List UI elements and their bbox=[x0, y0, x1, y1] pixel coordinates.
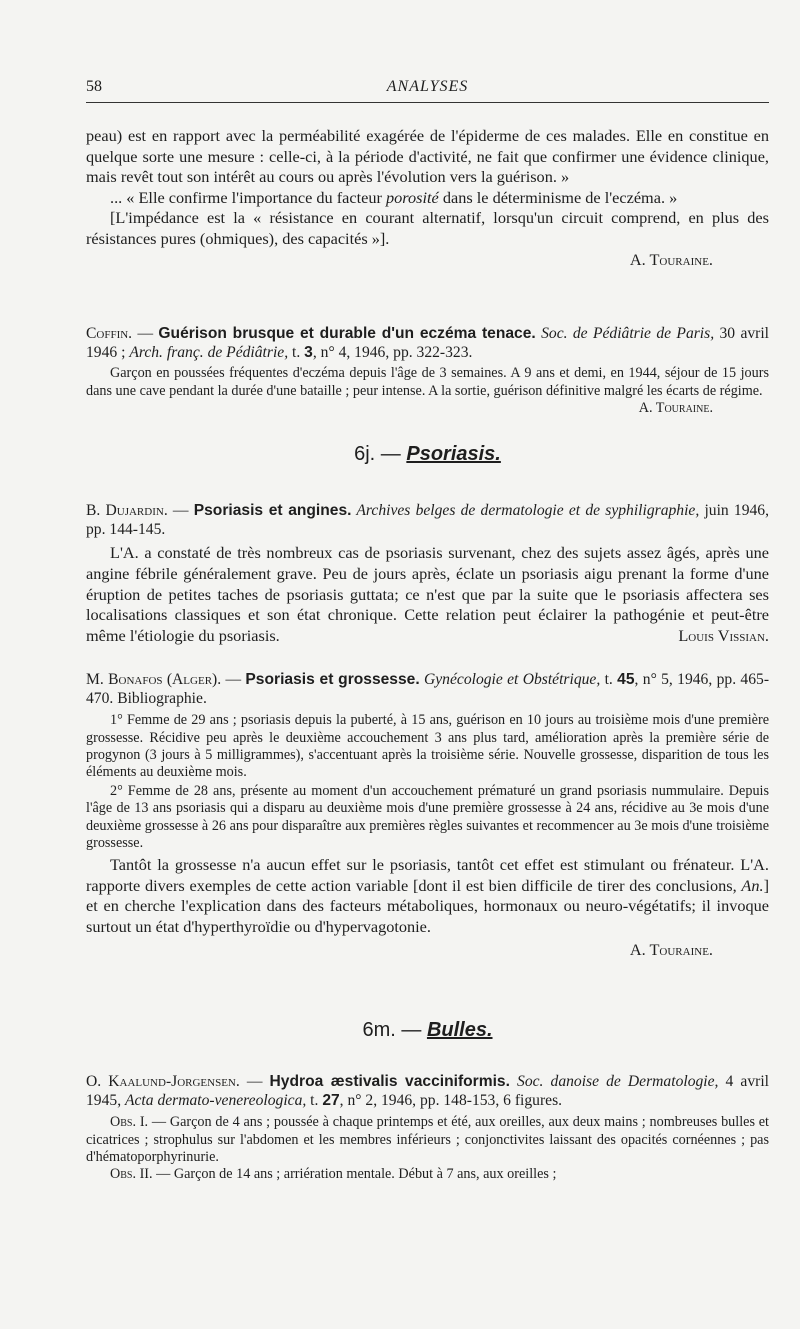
observation-1: Obs. I. — Garçon de 4 ans ; poussée à chaque printemps et été, aux oreilles, aux deux mains ; nombreuses bulles et cicatrices ; strophulus sur l'abdomen et les membres inférieurs ; conjonctivites laissant des opacités cornéennes ; pas d'hématoporphyrinurie. bbox=[86, 1114, 769, 1165]
entry-heading: O. Kaalund-Jorgensen. — Hydroa æstivalis vacciniformis. Soc. danoise de Dermatologie, 4 avril 1945, Acta dermato-venereologica, t. 27, n° 2, 1946, pp. 148-153, 6 figures. bbox=[86, 1073, 769, 1110]
observation-2: Obs. II. — Garçon de 14 ans ; arriération mentale. Début à 7 ans, aux oreilles ; bbox=[110, 1166, 557, 1183]
entry-heading: M. Bonafos (Alger). — Psoriasis et grossesse. Gynécologie et Obstétrique, t. 45, n° 5, 1946, pp. 465-470. Bibliographie. bbox=[86, 671, 770, 708]
entry-body: Tantôt la grossesse n'a aucun effet sur le psoriasis, tantôt cet effet est stimulant ou frénateur. L'A. rapporte divers exemples de cette action variable [dont il est bien difficile de tirer des conclusions, An.] et en cherche l'explication dans des facteurs métaboliques, hormonaux ou neuro-végétatifs; il invoque surtout un état d'hyperthyroïdie ou d'hypervagotonie. bbox=[86, 855, 769, 936]
running-title: ANALYSES bbox=[386, 78, 469, 95]
entry-heading: Coffin. — Guérison brusque et durable d'un eczéma tenace. Soc. de Pédiâtrie de Paris, 30 avril 1946 ; Arch. franç. de Pédiâtrie, t. 3, n° 4, 1946, pp. 322-323. bbox=[86, 325, 770, 362]
entry-coffin bbox=[86, 324, 769, 417]
running-header bbox=[86, 76, 769, 103]
intro-paragraph-2: ... « Elle confirme l'importance du facteur porosité dans le déterminisme de l'eczéma. » bbox=[110, 187, 678, 207]
signature: Louis Vissian. bbox=[678, 625, 769, 645]
entry-dujardin bbox=[86, 501, 769, 646]
entry-body: L'A. a constaté de très nombreux cas de psoriasis survenant, chez des sujets assez âgés, après une angine fébrile généralement grave. Peu de jours après, éclate un psoriasis aigu prenant la forme d'une éruption de petites taches de psoriasis guttata; ce n'est que par la suite que le psoriasis affectera ses localisations classiques et son état chronique. Cette relation peut éclairer la pathogénie et peut-être même l'étiologie du psoriasis. bbox=[86, 543, 769, 645]
page bbox=[86, 76, 770, 1183]
signature: A. Touraine. bbox=[629, 940, 713, 960]
signature: A. Touraine. bbox=[629, 249, 713, 269]
page-number: 58 bbox=[86, 78, 102, 95]
entry-heading: B. Dujardin. — Psoriasis et angines. Archives belges de dermatologie et de syphiligraphie, juin 1946, pp. 144-145. bbox=[86, 502, 769, 539]
entry-summary: Garçon en poussées fréquentes d'eczéma depuis l'âge de 3 semaines. A 9 ans et demi, en 1944, séjour de 15 jours dans une cave pendant la durée d'une bataille ; peur intense. A la sortie, guérison définitive malgré les écarts de régime. bbox=[86, 365, 769, 399]
case-1: 1° Femme de 29 ans ; psoriasis depuis la puberté, à 15 ans, guérison en 10 jours au troisième mois d'une première grossesse. Récidive peu après le deuxième accouchement 3 ans plus tard, amélioration après la première série de progynon (3 jours à 5 milligrammes), s'accentuant après la troisième série. Nouvelle grossesse, disparition de tous les éléments au deuxième mois. bbox=[86, 712, 769, 781]
section-heading-bulles: 6m. — Bulles. bbox=[362, 1019, 493, 1041]
intro-block bbox=[86, 126, 769, 270]
signature: A. Touraine. bbox=[638, 399, 713, 416]
section-heading-psoriasis: 6j. — Psoriasis. bbox=[354, 443, 501, 465]
intro-paragraph-1: peau) est en rapport avec la perméabilité exagérée de l'épiderme de ces malades. Elle en constitue en quelque sorte une mesure : celle-ci, à la période d'activité, ne fait que confirmer une évidence clinique, mais revêt tout son intérêt au cours ou après l'évolution vers la guérison. » bbox=[86, 126, 769, 187]
case-2: 2° Femme de 28 ans, présente au moment d'un accouchement prématuré un grand psoriasis nummulaire. Depuis l'âge de 13 ans psoriasis qui a disparu au deuxième mois d'une première grossesse à 24 ans, récidive au 3e mois d'une deuxième grossesse à 26 ans pour disparaître aux premières règles suivantes et recommencer au 3e mois d'une troisième grossesse. bbox=[86, 783, 769, 851]
entry-kaalund-jorgensen bbox=[86, 1072, 769, 1183]
entry-bonafos bbox=[86, 670, 769, 961]
intro-paragraph-3: [L'impédance est la « résistance en courant alternatif, lorsqu'un circuit comprend, en plus des résistances pures (ohmiques), des capacités »]. bbox=[86, 208, 769, 248]
